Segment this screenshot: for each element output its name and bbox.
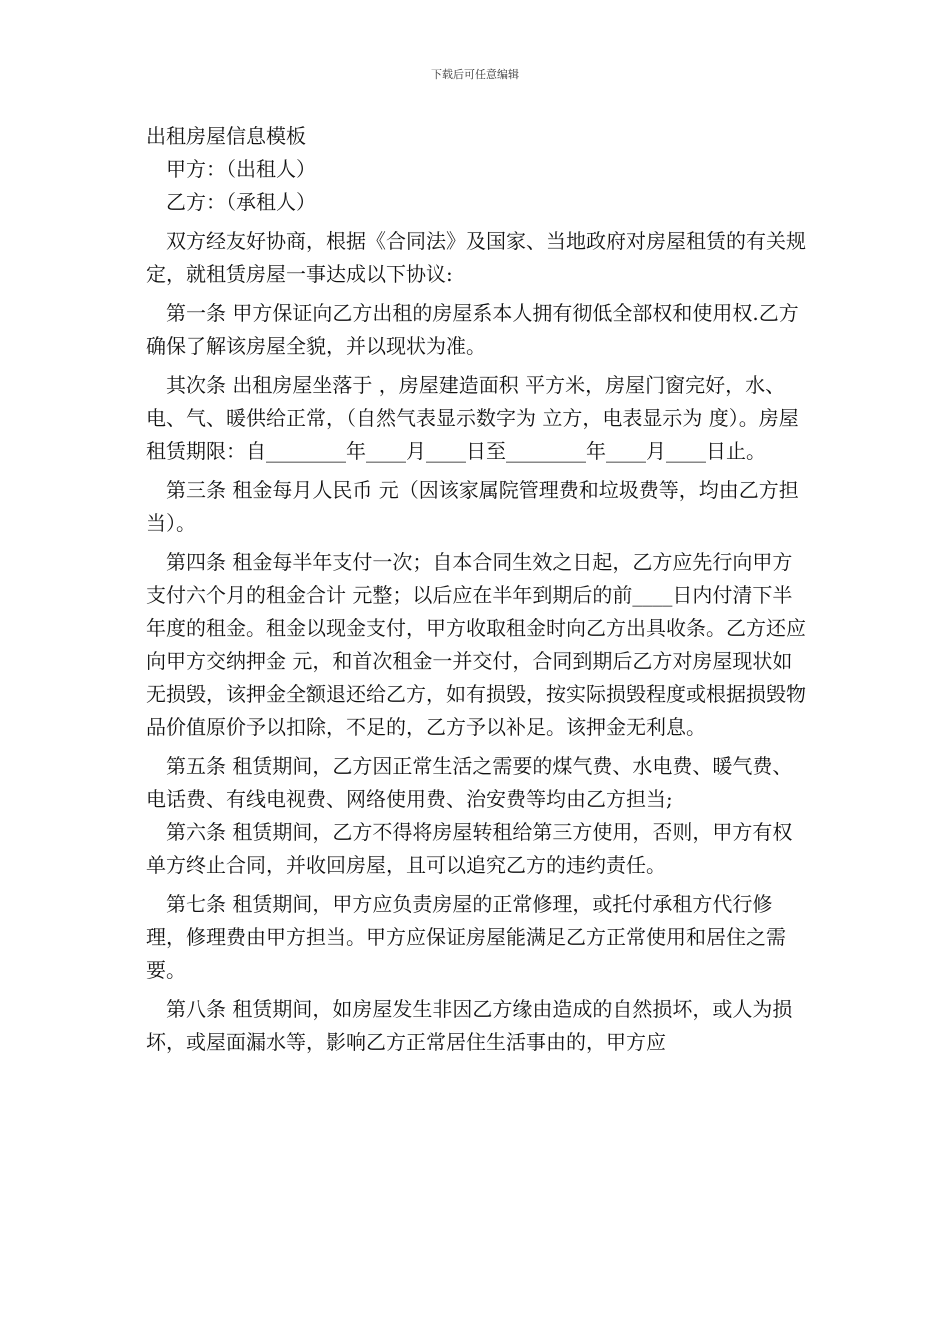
- document-body: [146, 120, 808, 1059]
- party-a-line: 甲方：（出租人）: [166, 157, 316, 181]
- paragraph-article-2: 其次条 出租房屋坐落于 ，房屋建造面积 平方米，房屋门窗完好，水、电、气、暖供给正常，（自然气表显示数字为 立方，电表显示为 度）。房屋租赁期限：自________年____月____日至________年____月____日止。: [146, 373, 799, 463]
- paragraph-article-7: 第七条 租赁期间，甲方应负责房屋的正常修理，或托付承租方代行修理，修理费由甲方担当。甲方应保证房屋能满足乙方正常使用和居住之需要。: [146, 892, 786, 982]
- paragraph-article-8: 第八条 租赁期间，如房屋发生非因乙方缘由造成的自然损坏，或人为损坏，或屋面漏水等，影响乙方正常居住生活事由的，甲方应: [146, 997, 793, 1054]
- paragraph-article-5: 第五条 租赁期间，乙方因正常生活之需要的煤气费、水电费、暖气费、电话费、有线电视费、网络使用费、治安费等均由乙方担当;: [146, 754, 793, 811]
- document-title: 出租房屋信息模板: [146, 124, 306, 148]
- paragraph-article-6: 第六条 租赁期间，乙方不得将房屋转租给第三方使用，否则，甲方有权单方终止合同，并收回房屋，且可以追究乙方的违约责任。: [146, 820, 793, 877]
- paragraph-article-1: 第一条 甲方保证向乙方出租的房屋系本人拥有彻低全部权和使用权.乙方确保了解该房屋全貌，并以现状为准。: [146, 301, 799, 358]
- page-header: 下载后可任意编辑: [431, 68, 519, 81]
- party-b-line: 乙方：（承租人）: [166, 190, 316, 214]
- paragraph-preamble: 双方经友好协商，根据《合同法》及国家、当地政府对房屋租赁的有关规定，就租赁房屋一事达成以下协议:: [146, 229, 806, 286]
- paragraph-article-3: 第三条 租金每月人民币 元（因该家属院管理费和垃圾费等，均由乙方担当）。: [146, 478, 799, 535]
- paragraph-article-4: 第四条 租金每半年支付一次；自本合同生效之日起，乙方应先行向甲方支付六个月的租金合计 元整；以后应在半年到期后的前____日内付清下半年度的租金。租金以现金支付，甲方收取租金时向乙方出具收条。乙方还应向甲方交纳押金 元，和首次租金一并交付，合同到期后乙方对房屋现状如无损毁，该押金全额退还给乙方，如有损毁，按实际损毁程度或根据损毁物品价值原价予以扣除，不足的，乙方予以补足。该押金无利息。: [146, 550, 806, 739]
